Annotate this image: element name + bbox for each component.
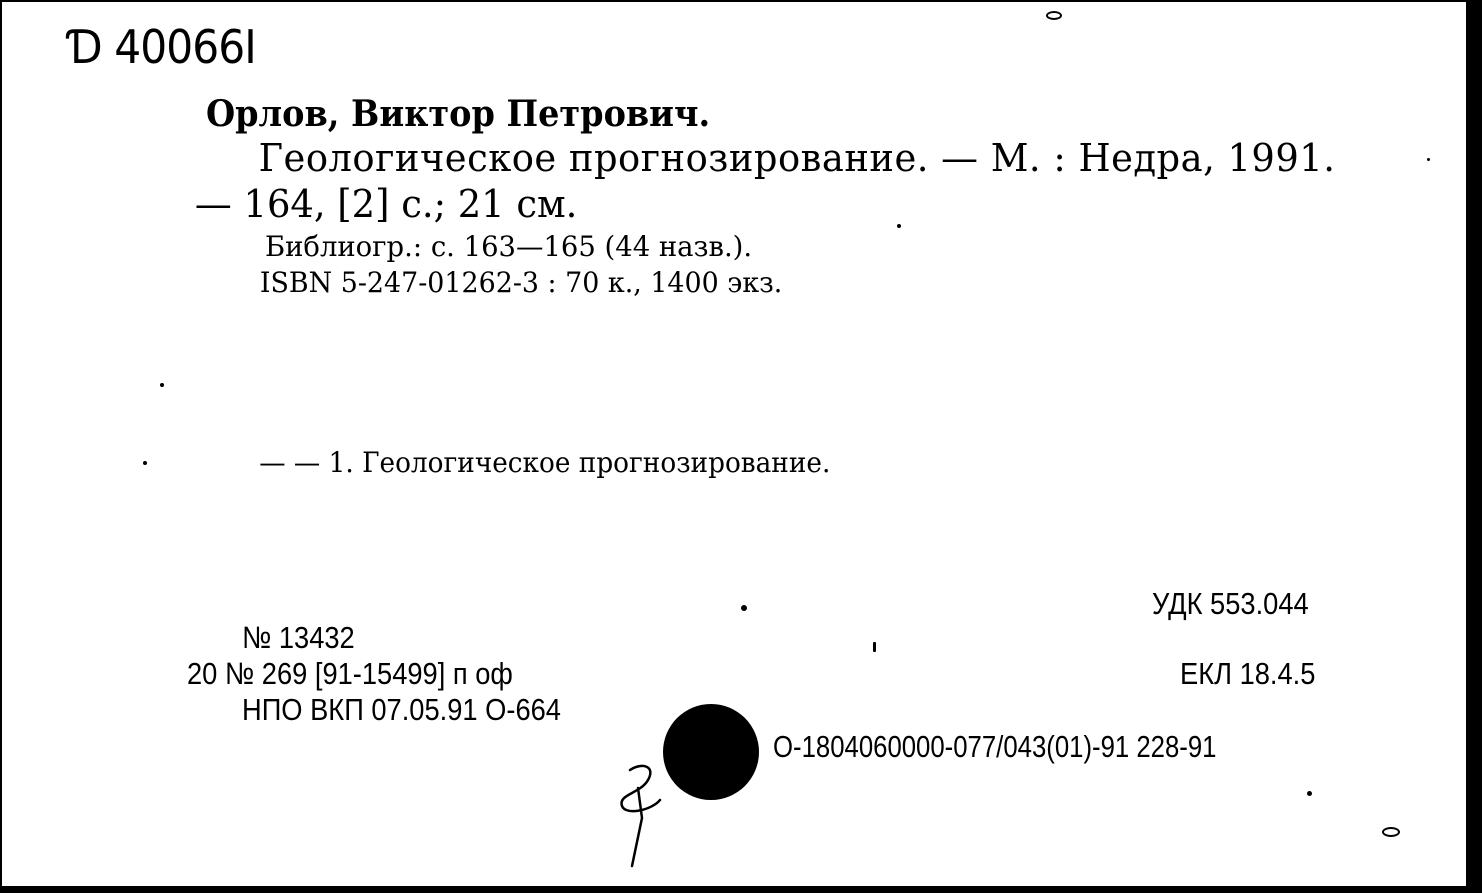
author-heading: Орлов, Виктор Петрович. <box>205 93 711 135</box>
order-number: № 13432 <box>242 620 355 655</box>
scan-speck <box>1427 158 1430 161</box>
scan-speck <box>160 383 164 387</box>
title-imprint: Геологическое прогнозирование. — М. : Недра, 1991. <box>258 136 1336 180</box>
catalog-card <box>2 2 1469 886</box>
accession-number: Ɗ 40066I <box>68 20 256 74</box>
physical-extent: — 164, [2] с.; 21 см. <box>194 182 578 226</box>
isbn-line: ISBN 5-247-01262-3 : 70 к., 1400 экз. <box>259 266 783 299</box>
classification-code: О-1804060000-077/043(01)-91 228-91 <box>773 729 1217 764</box>
bibliography-note: Библиогр.: с. 163—165 (44 назв.). <box>264 230 753 263</box>
ekl-code: ЕКЛ 18.4.5 <box>1180 656 1316 691</box>
print-info: 20 № 269 [91-15499] п оф <box>187 656 513 691</box>
scan-border-right <box>1466 0 1482 893</box>
scan-speck <box>1046 11 1062 20</box>
scan-speck <box>897 224 901 228</box>
scan-speck <box>1307 791 1312 796</box>
scan-speck <box>873 642 876 652</box>
handwritten-mark <box>608 758 678 878</box>
scan-speck <box>143 461 147 465</box>
scan-speck <box>1382 827 1400 837</box>
scan-speck <box>741 605 747 611</box>
publisher-info: НПО ВКП 07.05.91 О-664 <box>242 692 561 727</box>
subject-tracing: — — 1. Геологическое прогнозирование. <box>259 446 831 479</box>
udk-code: УДК 553.044 <box>1152 586 1309 621</box>
